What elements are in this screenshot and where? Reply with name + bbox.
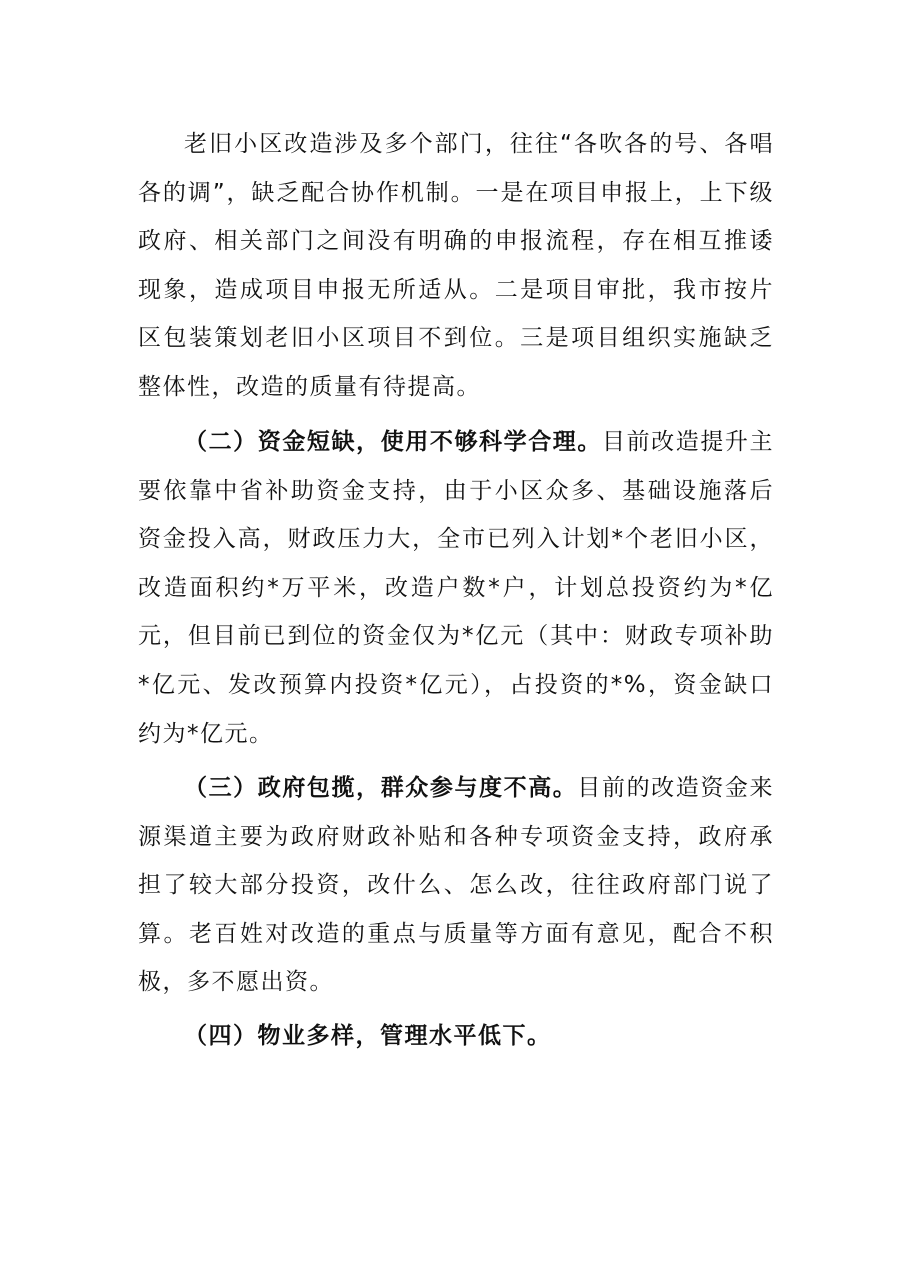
- paragraph-body: [138, 764, 774, 1007]
- paragraph-body: [138, 1012, 774, 1061]
- paragraph-body: [138, 418, 774, 758]
- paragraph-property: [138, 1012, 774, 1061]
- section-heading: （二）资金短缺，使用不够科学合理。: [184, 429, 602, 455]
- paragraph-text: 目前的改造资金来源渠道主要为政府财政补贴和各种专项资金支持，政府承担了较大部分投资，改什么、怎么改，往往政府部门说了算。老百姓对改造的重点与质量等方面有意见，配合不积极，多不愿出资。: [138, 775, 775, 996]
- paragraph-coordination: [138, 120, 774, 412]
- section-heading: （四）物业多样，管理水平低下。: [184, 1023, 552, 1049]
- paragraph-text: 老旧小区改造涉及多个部门，往往“各吹各的号、各唱各的调”，缺乏配合协作机制。一是在项目申报上，上下级政府、相关部门之间没有明确的申报流程，存在相互推诿现象，造成项目申报无所适从。二是项目审批，我市按片区包装策划老旧小区项目不到位。三是项目组织实施缺乏整体性，改造的质量有待提高。: [138, 131, 774, 400]
- paragraph-text: 目前改造提升主要依靠中省补助资金支持，由于小区众多、基础设施落后资金投入高，财政压力大，全市已列入计划*个老旧小区，改造面积约*万平米，改造户数*户，计划总投资约为*亿元，但目前已到位的资金仅为*亿元（其中：财政专项补助*亿元、发改预算内投资*亿元），占投资的*%，资金缺口约为*亿元。: [138, 429, 775, 747]
- section-heading: （三）政府包揽，群众参与度不高。: [184, 775, 578, 801]
- paragraph-funding: [138, 418, 774, 758]
- paragraph-government: [138, 764, 774, 1007]
